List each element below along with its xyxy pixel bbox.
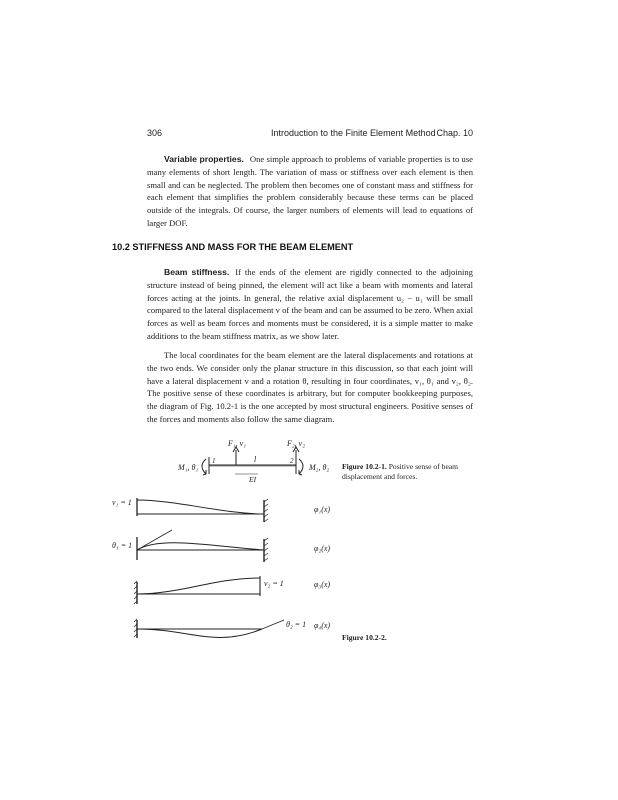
- shape-function-4: [134, 619, 284, 638]
- moment-arc-2: [299, 459, 303, 474]
- row1-right-label: φ₁(x): [314, 505, 331, 514]
- row3-left-label: v₂ = 1: [264, 579, 284, 588]
- moment-arc-1: [202, 459, 206, 474]
- row4-right-label: φ₄(x): [314, 621, 331, 630]
- label-m2: M₂, θ₂: [309, 463, 330, 472]
- label-node-2: 2: [290, 457, 294, 465]
- figure-10-2-1-label: Figure 10.2-1.: [342, 462, 387, 471]
- figure-10-2-1-diagram: [202, 447, 303, 475]
- deflected-curve-3: [137, 578, 260, 594]
- label-m1: M₁, θ₁: [178, 463, 199, 472]
- label-f1-v1: F₁, v₁: [228, 439, 246, 448]
- shape-function-2: [137, 530, 268, 562]
- shape-function-3: [134, 576, 260, 604]
- page-number: 306: [147, 128, 163, 138]
- row4-left-label: θ₂ = 1: [286, 620, 307, 629]
- figure-10-2-2-label: Figure 10.2-2.: [342, 633, 387, 642]
- section-title: 10.2 STIFFNESS AND MASS FOR THE BEAM ELEMENT: [112, 242, 354, 252]
- figure-10-2-2-caption: [342, 633, 422, 643]
- variable-properties-body: One simple approach to problems of variable properties is to use many elements of short length. The variation of mass or stiffness over each element is then small and can be neglected. The problem then becomes one of constant mass and stiffness for each element that simplifies the problem considerably because these terms can be placed outside of the integrals. Of course, the larger numbers of elements will lead to equations of larger DOF.: [147, 154, 473, 228]
- deflected-curve-1: [137, 500, 264, 514]
- running-title: Introduction to the Finite Element Method: [271, 128, 436, 138]
- row2-right-label: φ₂(x): [314, 544, 331, 553]
- deflected-curve-2: [137, 543, 264, 550]
- variable-properties-heading: Variable properties.: [164, 154, 244, 164]
- row1-left-label: v₁ = 1: [112, 498, 132, 507]
- label-length: l: [254, 455, 257, 464]
- label-ei: EI: [249, 475, 257, 484]
- deflected-curve-4: [137, 629, 262, 637]
- row3-right-label: φ₃(x): [314, 580, 331, 589]
- row2-left-label: θ₁ = 1: [112, 541, 133, 550]
- shape-function-1: [137, 498, 268, 522]
- beam-stiffness-body: If the ends of the element are rigidly connected to the adjoining structure instead of being pinned, the element will act like a beam with moments and lateral forces acting at the joints. In general, the relative axial displacement u₂ − u₁ will be small compared to the lateral displacement v of the beam and can be assumed to be zero. When axial forces as well as beam forces and moments must be considered, it is a simple matter to make additions to the beam stiffness matrix, as we show later.: [147, 267, 473, 341]
- label-node-1: 1: [212, 457, 216, 465]
- local-coordinates-paragraph: The local coordinates for the beam element are the lateral displacements and rotations at the two ends. We consider only the planar structure in this discussion, so that each joint will have a lateral displacement v and a rotation θ, resulting in four coordinates, v₁, θ₁ and v₂, θ₂. The positive sense of these coordinates is arbitrary, but for computer bookkeeping purposes, the diagram of Fig. 10.2-1 is the one accepted by most structural engineers. Positive senses of the forces and moments also follow the same diagram.: [147, 350, 473, 424]
- figure-10-2-1-caption: [342, 462, 470, 482]
- label-f2-v2: F₂, v₂: [287, 439, 305, 448]
- beam-stiffness-heading: Beam stiffness.: [164, 267, 230, 277]
- chapter-label: Chap. 10: [436, 128, 473, 138]
- figure-10-2-1-text: Positive sense of beam displacement and forces.: [342, 462, 459, 481]
